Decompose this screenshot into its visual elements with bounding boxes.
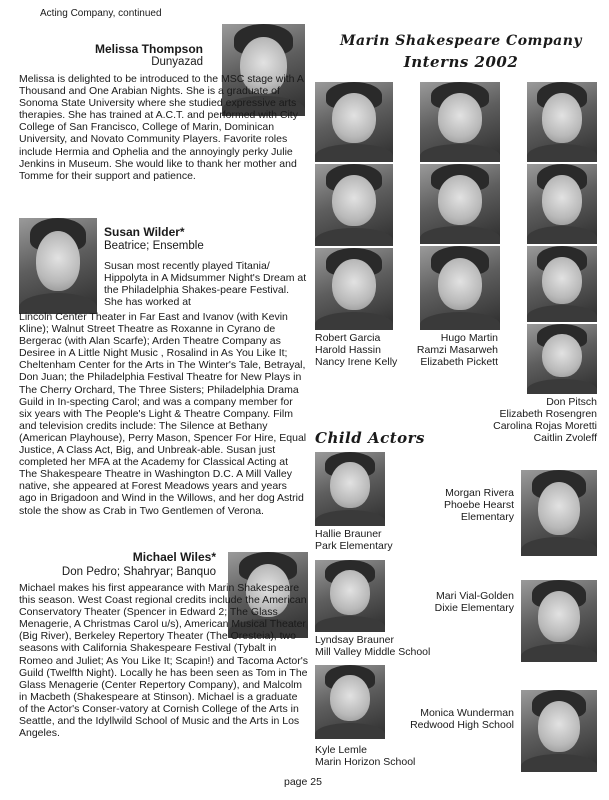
intern-caption <box>315 332 397 368</box>
actor-name: Melissa Thompson <box>94 42 203 56</box>
intern-photo <box>315 164 393 246</box>
actor-name: Susan Wilder* <box>104 225 185 239</box>
child-school: Marin Horizon School <box>315 756 416 768</box>
intern-name: Caitlin Zvoleff <box>533 432 597 444</box>
child-photo <box>521 690 597 772</box>
child-photo <box>521 470 597 556</box>
intern-name: Ramzi Masarweh <box>416 344 498 356</box>
actor-role: Beatrice; Ensemble <box>104 240 204 252</box>
intern-photo <box>315 82 393 162</box>
intern-photo <box>527 164 597 244</box>
child-name: Kyle Lemle <box>315 744 367 756</box>
actor-role: Dunyazad <box>151 56 203 68</box>
child-school: Dixie Elementary <box>434 602 514 614</box>
child-school: Park Elementary <box>315 540 393 552</box>
child-caption <box>315 634 430 658</box>
child-school: Phoebe Hearst Elementary <box>443 499 514 523</box>
child-caption <box>410 590 514 614</box>
intern-name: Elizabeth Pickett <box>420 356 498 368</box>
intern-photo <box>527 82 597 162</box>
child-caption <box>400 707 514 731</box>
intern-name: Robert Garcia <box>315 332 381 344</box>
actor-bio: Susan most recently played Titania/ Hippolyta in A Midsummer Night's Dream at the Philadelphia Shakes-peare Festival. She has worked at <box>104 260 307 309</box>
child-photo <box>315 665 385 739</box>
intern-name: Nancy Irene Kelly <box>315 356 398 368</box>
child-actors-heading: Child Actors <box>315 429 426 447</box>
child-name: Hallie Brauner <box>315 528 382 540</box>
child-caption <box>315 744 415 768</box>
intern-photo <box>420 164 500 244</box>
intern-caption <box>440 396 597 444</box>
intern-name: Harold Hassin <box>315 344 381 356</box>
actor-role: Don Pedro; Shahryar; Banquo <box>61 566 216 578</box>
actor-photo <box>19 218 97 314</box>
intern-photo <box>527 324 597 394</box>
intern-photo <box>315 248 393 330</box>
intern-photo <box>420 82 500 162</box>
child-name: Morgan Rivera <box>445 487 514 499</box>
child-school: Mill Valley Middle School <box>315 646 431 658</box>
interns-heading: Marin Shakespeare Company <box>339 33 583 49</box>
intern-name: Elizabeth Rosengren <box>499 408 597 420</box>
actor-bio: Lincoln Center Theater in Far East and Ivanov (with Kevin Kline); Walnut Street Theatre as Roxanne in Cyrano de Bergerac (with Alan Scarfe); Arden Theatre Company as Desiree in A Little Night Music , Rosalind in As You Like It; Cheltenham Center for the Arts in The Winter's Tale, Betrayal, Don Juan; the Philadelphia Festival Theatre for New Plays in The Cherry Orchard, The Three Sisters; Philadelphia Drama Guild in In-specting Carol; and was a company member for six years with The People's Light & Theatre Company. Film and television credits include: The Silence at Bethany (American Playhouse), Perry Mason, Spencer For Hire, Equal Justice, A Class Act, Big, and Unbreak-able. Susan just completed her MFA at the Academy for Classical Acting at The Shakespeare Theatre in Washington D.C. A Mill Valley native, she appeared at Forest Meadows years and years ago in Brigadoon and Wind in the Willows, and her dog Astrid stole the show as Crab in Two Gentlemen of Verona. <box>19 311 307 517</box>
child-name: Monica Wunderman <box>420 707 514 719</box>
page-number: page 25 <box>284 776 322 788</box>
child-photo <box>315 560 385 632</box>
actor-bio: Michael makes his first appearance with Marin Shakespeare this season. West Coast regional credits include the American Conservatory Theater (Spencer in Edward 2; The Glass Menagerie, A Christmas Carol u/s), American Musical Theater (Big River), Berkeley Repertory Theater (The Oresteia), two seasons with California Shakespeare Festival (Tybalt in Romeo and Juliet; As You Like It; Scapin!) and Tacoma Actor's Guild (Twelfth Night). Locally he has been seen as Tom in The Glass Menagerie (Center Repertory Company), and Malcolm in Macbeth (Shakespeare at Stinson). Michael is a graduate of the Actor's Conser-vatory at Cornish College of the Arts in Seattle, and the Idyllwild School of Music and the Arts in Los Angeles. <box>19 582 308 740</box>
actor-bio: Melissa is delighted to be introduced to the MSC stage with A Thousand and One Arabian Nights. She is a graduate of Sonoma State University where she studied expressive arts therapies. She has trained at A.C.T. and performed with City College of San Francisco, College of Marin, Dominican University, and Novato Community Players. Favorite roles include Hermia and Ophelia and the annoyingly perky Julie Jenkins in Museum. She would like to thank her mother and Tomme for their support and patience. <box>19 73 304 182</box>
child-photo <box>521 580 597 662</box>
intern-photo <box>420 246 500 330</box>
intern-photo <box>527 246 597 322</box>
interns-heading: Interns 2002 <box>403 53 519 71</box>
child-name: Lyndsay Brauner <box>315 634 394 646</box>
section-label: Acting Company, continued <box>40 8 162 19</box>
intern-name: Hugo Martin <box>440 332 498 344</box>
child-school: Redwood High School <box>410 719 514 731</box>
intern-name: Carolina Rojas Moretti <box>493 420 597 432</box>
child-name: Mari Vial-Golden <box>435 590 514 602</box>
child-caption <box>410 487 514 523</box>
actor-name: Michael Wiles* <box>132 550 216 564</box>
child-photo <box>315 452 385 526</box>
child-caption <box>315 528 393 552</box>
intern-caption <box>400 332 498 368</box>
intern-name: Don Pitsch <box>546 396 597 408</box>
